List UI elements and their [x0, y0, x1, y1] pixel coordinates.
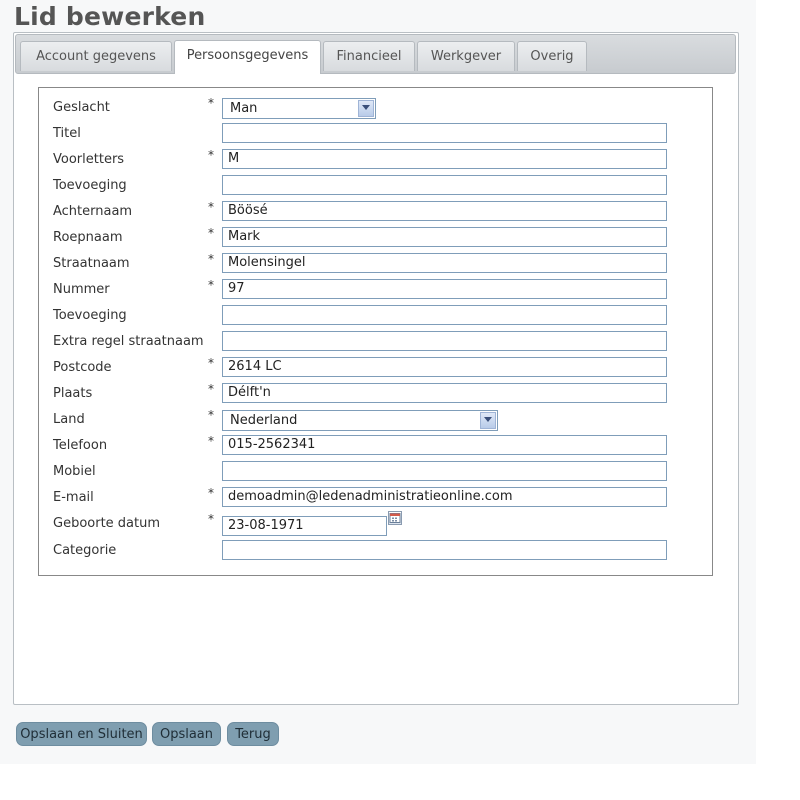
required-marker: *: [208, 278, 214, 292]
field-label: Categorie: [53, 543, 117, 558]
form-row-categorie: [39, 540, 712, 562]
tab-account-gegevens[interactable]: Account gegevens: [20, 41, 172, 71]
phone-input[interactable]: 015-2562341: [222, 435, 667, 455]
tab-persoonsgegevens[interactable]: Persoonsgegevens: [174, 40, 321, 74]
tab-werkgever[interactable]: Werkgever: [417, 41, 515, 71]
form-row-nummer: [39, 279, 712, 301]
required-marker: *: [208, 382, 214, 396]
required-marker: *: [208, 252, 214, 266]
field-label: Postcode: [53, 360, 112, 375]
required-marker: *: [208, 226, 214, 240]
extra-street-line-input[interactable]: [222, 331, 667, 351]
field-label: Toevoeging: [53, 308, 127, 323]
field-label: Voorletters: [53, 152, 125, 167]
house-number-suffix-input[interactable]: [222, 305, 667, 325]
save-button[interactable]: Opslaan: [152, 722, 221, 746]
country-select[interactable]: [222, 410, 498, 431]
field-label: Geslacht: [53, 100, 110, 115]
name-prefix-input[interactable]: [222, 175, 667, 195]
required-marker: *: [208, 200, 214, 214]
gender-select[interactable]: [222, 98, 376, 119]
field-label: Nummer: [53, 282, 110, 297]
tab-financieel[interactable]: Financieel: [323, 41, 415, 71]
field-label: Telefoon: [53, 438, 108, 453]
field-label: Extra regel straatnaam: [53, 334, 204, 349]
required-marker: *: [208, 408, 214, 422]
form-row-titel: [39, 123, 712, 145]
email-input[interactable]: demoadmin@ledenadministratieonline.com: [222, 487, 667, 507]
form-row-telefoon: [39, 435, 712, 457]
form-row-plaats: [39, 383, 712, 405]
title-input[interactable]: [222, 123, 667, 143]
field-label: Straatnaam: [53, 256, 130, 271]
required-marker: *: [208, 96, 214, 110]
save-and-close-button[interactable]: Opslaan en Sluiten: [16, 722, 147, 746]
form-row-straatnaam: [39, 253, 712, 275]
field-label: Geboorte datum: [53, 516, 161, 531]
postcode-input[interactable]: 2614 LC: [222, 357, 667, 377]
required-marker: *: [208, 486, 214, 500]
form-row-roepnaam: [39, 227, 712, 249]
field-label: Land: [53, 412, 85, 427]
page-title: Lid bewerken: [14, 2, 206, 31]
category-input[interactable]: [222, 540, 667, 560]
city-input[interactable]: Délft'n: [222, 383, 667, 403]
chevron-down-icon[interactable]: [480, 412, 496, 429]
form-row-toevoeging-2: [39, 305, 712, 327]
required-marker: *: [208, 512, 214, 526]
calendar-icon[interactable]: [388, 511, 402, 525]
required-marker: *: [208, 148, 214, 162]
field-label: Roepnaam: [53, 230, 123, 245]
form-row-geslacht: [39, 97, 712, 119]
form-row-extra-regel: [39, 331, 712, 353]
required-marker: *: [208, 356, 214, 370]
form-row-achternaam: [39, 201, 712, 223]
required-marker: *: [208, 434, 214, 448]
person-form: [38, 87, 713, 576]
field-label: Achternaam: [53, 204, 133, 219]
field-label: Toevoeging: [53, 178, 127, 193]
tab-bar: [15, 34, 736, 74]
house-number-input[interactable]: 97: [222, 279, 667, 299]
select-value: Nederland: [230, 413, 298, 428]
select-value: Man: [230, 101, 258, 116]
birthdate-input[interactable]: 23-08-1971: [222, 516, 387, 536]
last-name-input[interactable]: Böösé: [222, 201, 667, 221]
back-button[interactable]: Terug: [227, 722, 279, 746]
mobile-input[interactable]: [222, 461, 667, 481]
form-row-mobiel: [39, 461, 712, 483]
field-label: Plaats: [53, 386, 93, 401]
field-label: E-mail: [53, 490, 94, 505]
form-row-toevoeging: [39, 175, 712, 197]
tab-overig[interactable]: Overig: [517, 41, 587, 71]
field-label: Titel: [53, 126, 81, 141]
street-input[interactable]: Molensingel: [222, 253, 667, 273]
form-row-email: [39, 487, 712, 509]
nickname-input[interactable]: Mark: [222, 227, 667, 247]
form-row-postcode: [39, 357, 712, 379]
field-label: Mobiel: [53, 464, 96, 479]
form-row-land: [39, 409, 712, 431]
initials-input[interactable]: M: [222, 149, 667, 169]
form-row-geboortedatum: [39, 513, 712, 535]
chevron-down-icon[interactable]: [358, 100, 374, 117]
form-row-voorletters: [39, 149, 712, 171]
